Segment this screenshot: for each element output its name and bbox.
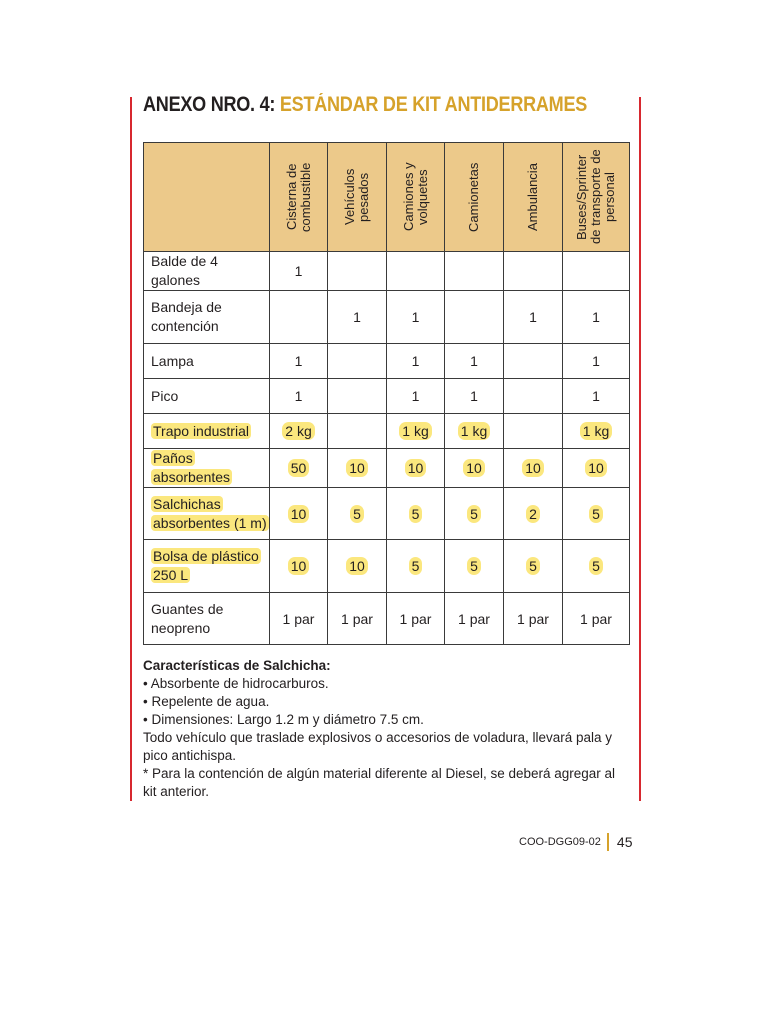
table-cell: 5 <box>387 488 445 540</box>
notes-section <box>143 657 623 801</box>
table-cell: 10 <box>387 449 445 488</box>
table-cell: 1 par <box>328 593 387 645</box>
table-cell: 1 <box>387 344 445 379</box>
row-label: Lampa <box>144 344 270 379</box>
table-cell: 10 <box>328 540 387 593</box>
table-cell: 1 kg <box>563 414 630 449</box>
row-label: Salchichas absorbentes (1 m) <box>144 488 270 540</box>
note-line: • Repelente de agua. <box>143 694 270 709</box>
note-line: * Para la contención de algún material diferente al Diesel, se deberá agregar al kit anterior. <box>143 766 616 799</box>
row-label: Bandeja de contención <box>144 291 270 344</box>
table-row <box>144 488 630 540</box>
table-cell: 10 <box>445 449 504 488</box>
table-cell: 1 <box>563 291 630 344</box>
table-cell <box>563 252 630 291</box>
kit-table <box>143 142 630 645</box>
row-label: Bolsa de plástico 250 L <box>144 540 270 593</box>
table-cell: 1 <box>504 291 563 344</box>
table-cell: 10 <box>563 449 630 488</box>
table-cell: 10 <box>270 540 328 593</box>
row-label: Trapo industrial <box>144 414 270 449</box>
row-label: Balde de 4 galones <box>144 252 270 291</box>
table-cell: 10 <box>504 449 563 488</box>
row-label: Paños absorbentes <box>144 449 270 488</box>
table-cell <box>387 252 445 291</box>
page-title <box>143 93 587 117</box>
table-cell: 5 <box>387 540 445 593</box>
column-header: Ambulancia <box>504 143 563 252</box>
table-cell: 2 <box>504 488 563 540</box>
column-header: Vehículos pesados <box>328 143 387 252</box>
table-cell: 1 par <box>387 593 445 645</box>
table-cell: 10 <box>328 449 387 488</box>
table-cell <box>270 291 328 344</box>
column-header: Cisterna de combustible <box>270 143 328 252</box>
row-label: Guantes de neopreno <box>144 593 270 645</box>
table-cell <box>328 252 387 291</box>
table-cell: 1 par <box>504 593 563 645</box>
column-header: Camiones y volquetes <box>387 143 445 252</box>
table-cell: 50 <box>270 449 328 488</box>
table-cell: 5 <box>563 540 630 593</box>
table-cell: 1 par <box>270 593 328 645</box>
row-label: Pico <box>144 379 270 414</box>
title-prefix: ANEXO NRO. 4: <box>143 93 276 116</box>
table-cell: 5 <box>445 540 504 593</box>
page-number: 45 <box>616 834 633 850</box>
table-cell: 10 <box>270 488 328 540</box>
table-cell: 5 <box>445 488 504 540</box>
table-row <box>144 379 630 414</box>
footer-divider <box>607 833 609 851</box>
table-row <box>144 593 630 645</box>
table-corner-cell <box>144 143 270 252</box>
table-cell: 1 par <box>445 593 504 645</box>
table-row <box>144 291 630 344</box>
table-cell: 1 kg <box>387 414 445 449</box>
table-cell: 1 <box>563 379 630 414</box>
column-header: Buses/Sprinter de transporte de personal <box>563 143 630 252</box>
left-margin-rule <box>130 97 132 801</box>
table-cell <box>445 291 504 344</box>
table-cell: 1 <box>387 379 445 414</box>
table-row <box>144 540 630 593</box>
table-cell: 1 <box>445 344 504 379</box>
table-row <box>144 414 630 449</box>
table-cell: 1 par <box>563 593 630 645</box>
note-line: • Dimensiones: Largo 1.2 m y diámetro 7.5 cm. <box>143 712 424 727</box>
table-cell: 5 <box>563 488 630 540</box>
title-main: ESTÁNDAR DE KIT ANTIDERRAMES <box>279 93 588 116</box>
table-cell: 5 <box>504 540 563 593</box>
document-code: COO-DGG09-02 <box>519 836 601 848</box>
table-cell: 1 kg <box>445 414 504 449</box>
table-cell: 5 <box>328 488 387 540</box>
table-cell <box>504 252 563 291</box>
table-cell: 2 kg <box>270 414 328 449</box>
table-cell <box>328 344 387 379</box>
table-cell: 1 <box>270 252 328 291</box>
table-cell <box>504 379 563 414</box>
table-cell <box>445 252 504 291</box>
note-line: Todo vehículo que traslade explosivos o accesorios de voladura, llevará pala y pico antichispa. <box>143 730 613 763</box>
table-cell <box>504 414 563 449</box>
right-margin-rule <box>639 97 641 801</box>
table-cell: 1 <box>270 344 328 379</box>
table-cell <box>328 379 387 414</box>
table-header-row <box>144 143 630 252</box>
notes-title: Características de Salchicha: <box>143 658 331 673</box>
table-cell: 1 <box>328 291 387 344</box>
column-header: Camionetas <box>445 143 504 252</box>
table-row <box>144 344 630 379</box>
table-cell <box>504 344 563 379</box>
table-cell: 1 <box>563 344 630 379</box>
table-body <box>144 252 630 645</box>
table-row <box>144 252 630 291</box>
table-cell: 1 <box>270 379 328 414</box>
table-row <box>144 449 630 488</box>
table-cell: 1 <box>445 379 504 414</box>
page-footer <box>519 833 633 851</box>
note-line: • Absorbente de hidrocarburos. <box>143 676 329 691</box>
table-cell: 1 <box>387 291 445 344</box>
table-cell <box>328 414 387 449</box>
